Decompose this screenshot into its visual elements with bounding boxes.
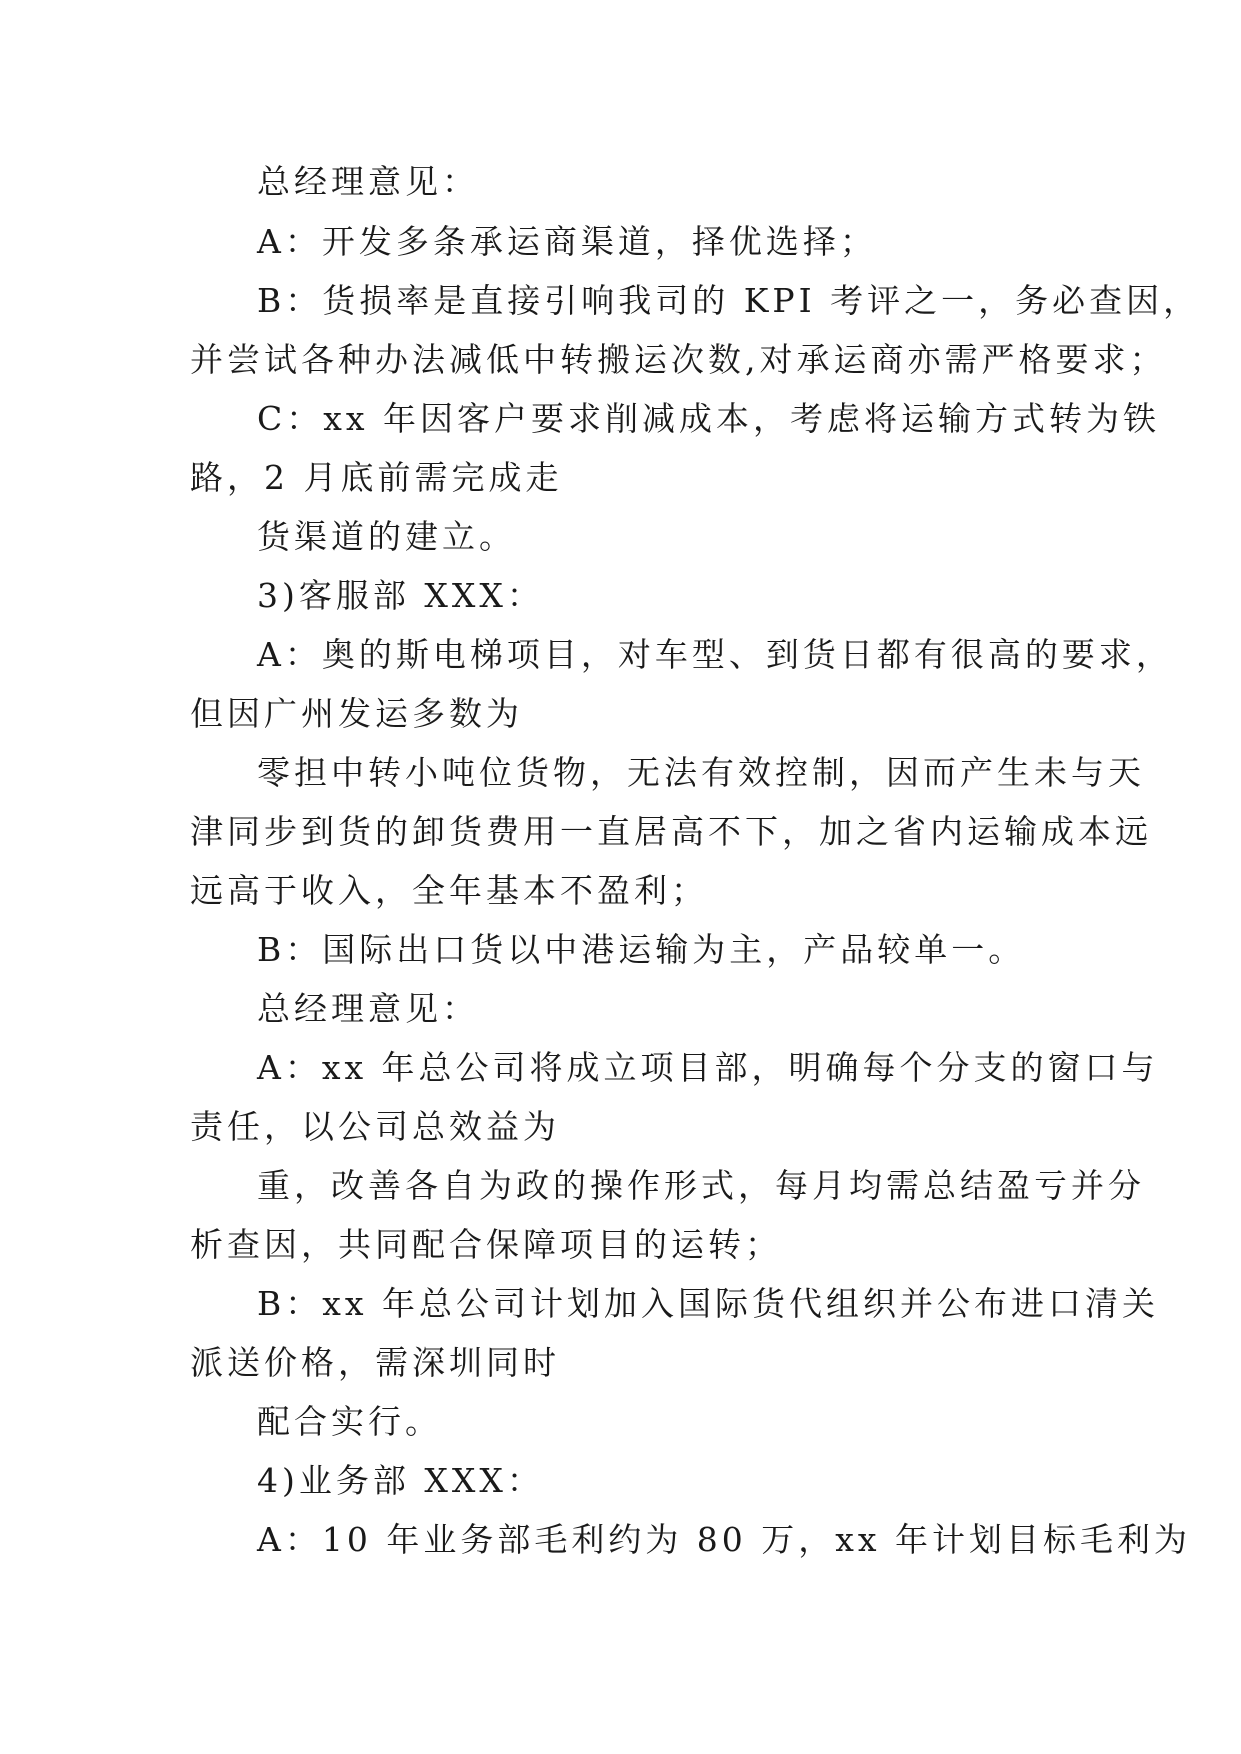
paragraph-line: 重，改善各自为政的操作形式，每月均需总结盈亏并分 xyxy=(257,1166,1145,1205)
paragraph-line: 并尝试各种办法减低中转搬运次数,对承运商亦需严格要求； xyxy=(190,340,1167,379)
paragraph-line: A：开发多条承运商渠道，择优选择； xyxy=(257,222,877,261)
paragraph-line: B：国际出口货以中港运输为主，产品较单一。 xyxy=(257,930,1026,969)
paragraph-line: B：货损率是直接引响我司的 KPI 考评之一，务必查因， xyxy=(257,281,1201,320)
paragraph-line: B：xx 年总公司计划加入国际货代组织并公布进口清关 xyxy=(257,1284,1159,1323)
paragraph-line: A：10 年业务部毛利约为 80 万，xx 年计划目标毛利为 xyxy=(257,1520,1191,1559)
paragraph-line: C：xx 年因客户要求削减成本，考虑将运输方式转为铁 xyxy=(257,399,1160,438)
section-heading-customer-service: 3)客服部 XXX： xyxy=(257,576,544,615)
paragraph-line: 远高于收入，全年基本不盈利； xyxy=(190,871,708,910)
paragraph-line: 责任，以公司总效益为 xyxy=(190,1107,560,1146)
paragraph-gm-opinion-heading: 总经理意见： xyxy=(257,162,479,201)
paragraph-line: A：xx 年总公司将成立项目部，明确每个分支的窗口与 xyxy=(257,1048,1159,1087)
paragraph-line: 配合实行。 xyxy=(257,1402,442,1441)
paragraph-line: 零担中转小吨位货物，无法有效控制，因而产生未与天 xyxy=(257,753,1145,792)
section-heading-business: 4)业务部 XXX： xyxy=(257,1461,544,1500)
paragraph-line: 派送价格，需深圳同时 xyxy=(190,1343,560,1382)
paragraph-line: 路，2 月底前需完成走 xyxy=(190,458,563,497)
paragraph-line: 但因广州发运多数为 xyxy=(190,694,523,733)
paragraph-line: 津同步到货的卸货费用一直居高不下，加之省内运输成本远 xyxy=(190,812,1152,851)
paragraph-line: 析查因，共同配合保障项目的运转； xyxy=(190,1225,782,1264)
paragraph-gm-opinion-heading: 总经理意见： xyxy=(257,989,479,1028)
paragraph-line: A：奥的斯电梯项目，对车型、到货日都有很高的要求， xyxy=(257,635,1173,674)
paragraph-line: 货渠道的建立。 xyxy=(257,517,516,556)
